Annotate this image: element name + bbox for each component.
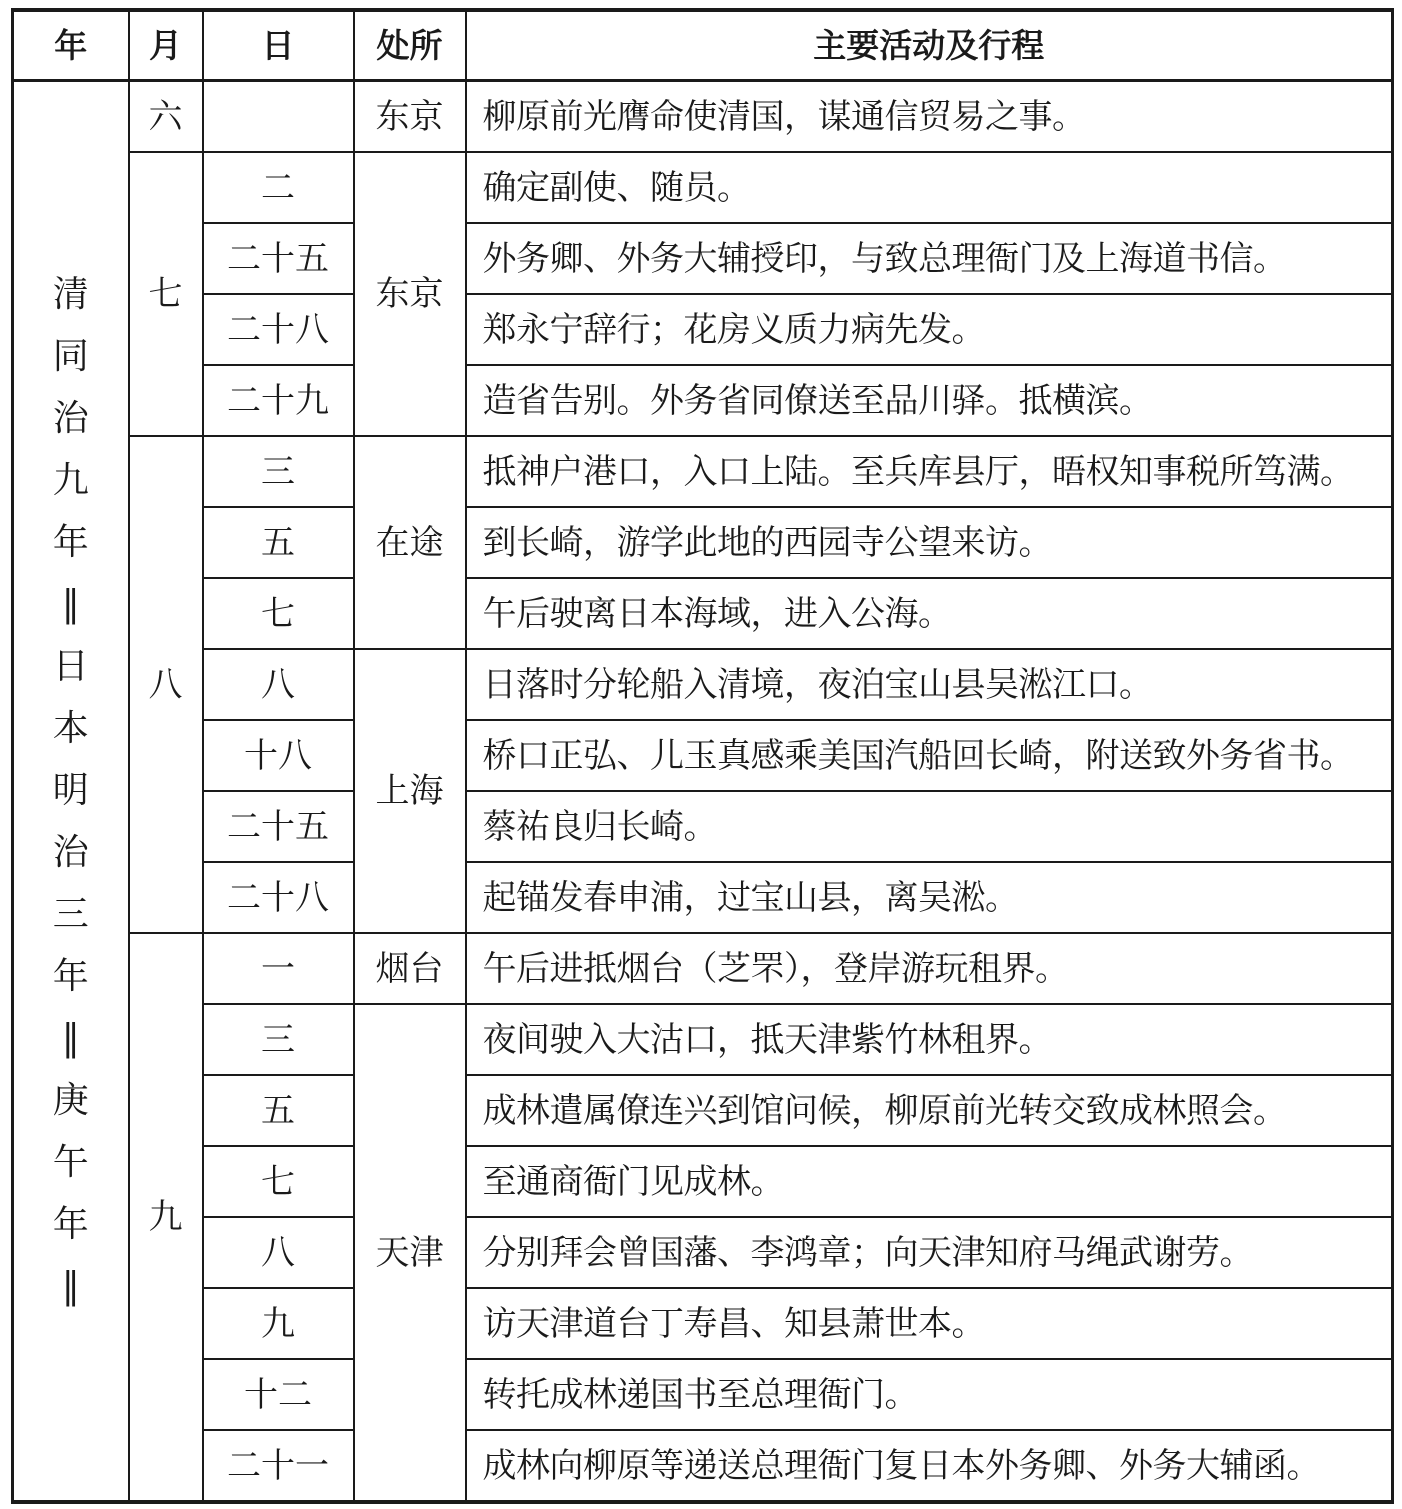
activity-cell: 造省告别。外务省同僚送至品川驿。抵横滨。 — [466, 365, 1393, 436]
table-row — [13, 1217, 1393, 1288]
table-row — [13, 507, 1393, 578]
year-char: ‖ — [61, 584, 80, 625]
year-char: 明 — [52, 770, 89, 811]
header-day: 日 — [203, 10, 354, 81]
year-char: ‖ — [61, 1266, 80, 1307]
activity-cell: 分别拜会曾国藩、李鸿章；向天津知府马绳武谢劳。 — [466, 1217, 1393, 1288]
table-row — [13, 152, 1393, 223]
year-char: 九 — [52, 460, 89, 501]
year-char: 年 — [52, 956, 89, 997]
day-cell: 三 — [203, 436, 354, 507]
header-year: 年 — [13, 10, 129, 81]
activity-cell: 蔡祐良归长崎。 — [466, 791, 1393, 862]
table-row — [13, 720, 1393, 791]
day-cell: 二十五 — [203, 223, 354, 294]
table-row — [13, 649, 1393, 720]
year-vertical-text — [14, 264, 128, 1318]
year-char: 年 — [52, 522, 89, 563]
table-row — [13, 223, 1393, 294]
location-cell: 上海 — [354, 649, 466, 933]
activity-cell: 午后进抵烟台（芝罘），登岸游玩租界。 — [466, 933, 1393, 1004]
year-char: 清 — [52, 274, 89, 315]
table-row — [13, 578, 1393, 649]
day-cell: 五 — [203, 507, 354, 578]
activity-cell: 日落时分轮船入清境，夜泊宝山县吴淞江口。 — [466, 649, 1393, 720]
activity-cell: 柳原前光膺命使清国，谋通信贸易之事。 — [466, 81, 1393, 153]
location-cell: 东京 — [354, 152, 466, 436]
year-char: 治 — [52, 398, 89, 439]
day-cell: 一 — [203, 933, 354, 1004]
activity-cell: 抵神户港口，入口上陆。至兵库县厅，晤权知事税所笃满。 — [466, 436, 1393, 507]
header-activity: 主要活动及行程 — [466, 10, 1393, 81]
year-char: ‖ — [61, 1018, 80, 1059]
year-char: 日 — [52, 646, 89, 687]
day-cell: 二十五 — [203, 791, 354, 862]
day-cell: 七 — [203, 1146, 354, 1217]
month-cell: 九 — [129, 933, 203, 1502]
day-cell: 三 — [203, 1004, 354, 1075]
table-row — [13, 1288, 1393, 1359]
day-cell: 八 — [203, 1217, 354, 1288]
location-cell: 在途 — [354, 436, 466, 649]
activity-cell: 起锚发春申浦，过宝山县，离吴淞。 — [466, 862, 1393, 933]
activity-cell: 成林向柳原等递送总理衙门复日本外务卿、外务大辅函。 — [466, 1430, 1393, 1502]
itinerary-table — [11, 8, 1394, 1504]
day-cell: 二十八 — [203, 862, 354, 933]
table-row — [13, 1146, 1393, 1217]
day-cell: 五 — [203, 1075, 354, 1146]
year-char: 庚 — [52, 1080, 89, 1121]
year-char: 同 — [52, 336, 89, 377]
year-char: 午 — [52, 1142, 89, 1183]
activity-cell: 外务卿、外务大辅授印，与致总理衙门及上海道书信。 — [466, 223, 1393, 294]
day-cell — [203, 81, 354, 153]
location-cell: 天津 — [354, 1004, 466, 1502]
table-row — [13, 862, 1393, 933]
table-body — [13, 81, 1393, 1503]
activity-cell: 成林遣属僚连兴到馆问候，柳原前光转交致成林照会。 — [466, 1075, 1393, 1146]
activity-cell: 郑永宁辞行；花房义质力病先发。 — [466, 294, 1393, 365]
day-cell: 七 — [203, 578, 354, 649]
day-cell: 九 — [203, 1288, 354, 1359]
month-cell: 八 — [129, 436, 203, 933]
year-cell — [13, 81, 129, 1503]
header-location: 处所 — [354, 10, 466, 81]
activity-cell: 桥口正弘、儿玉真感乘美国汽船回长崎，附送致外务省书。 — [466, 720, 1393, 791]
month-cell: 六 — [129, 81, 203, 153]
year-char: 三 — [52, 894, 89, 935]
year-char: 本 — [52, 708, 89, 749]
table-row — [13, 436, 1393, 507]
day-cell: 十二 — [203, 1359, 354, 1430]
table-row — [13, 1004, 1393, 1075]
day-cell: 二十八 — [203, 294, 354, 365]
table-row — [13, 1430, 1393, 1502]
activity-cell: 夜间驶入大沽口，抵天津紫竹林租界。 — [466, 1004, 1393, 1075]
table-row — [13, 933, 1393, 1004]
day-cell: 二十一 — [203, 1430, 354, 1502]
table-row — [13, 1359, 1393, 1430]
year-char: 年 — [52, 1204, 89, 1245]
activity-cell: 转托成林递国书至总理衙门。 — [466, 1359, 1393, 1430]
header-row — [13, 10, 1393, 81]
table-row — [13, 1075, 1393, 1146]
location-cell: 东京 — [354, 81, 466, 153]
activity-cell: 至通商衙门见成林。 — [466, 1146, 1393, 1217]
day-cell: 八 — [203, 649, 354, 720]
activity-cell: 午后驶离日本海域，进入公海。 — [466, 578, 1393, 649]
table-row — [13, 791, 1393, 862]
day-cell: 十八 — [203, 720, 354, 791]
header-month: 月 — [129, 10, 203, 81]
day-cell: 二十九 — [203, 365, 354, 436]
year-char: 治 — [52, 832, 89, 873]
month-cell: 七 — [129, 152, 203, 436]
activity-cell: 确定副使、随员。 — [466, 152, 1393, 223]
activity-cell: 到长崎，游学此地的西园寺公望来访。 — [466, 507, 1393, 578]
table-row — [13, 365, 1393, 436]
location-cell: 烟台 — [354, 933, 466, 1004]
day-cell: 二 — [203, 152, 354, 223]
table-row — [13, 294, 1393, 365]
table-row — [13, 81, 1393, 153]
activity-cell: 访天津道台丁寿昌、知县萧世本。 — [466, 1288, 1393, 1359]
